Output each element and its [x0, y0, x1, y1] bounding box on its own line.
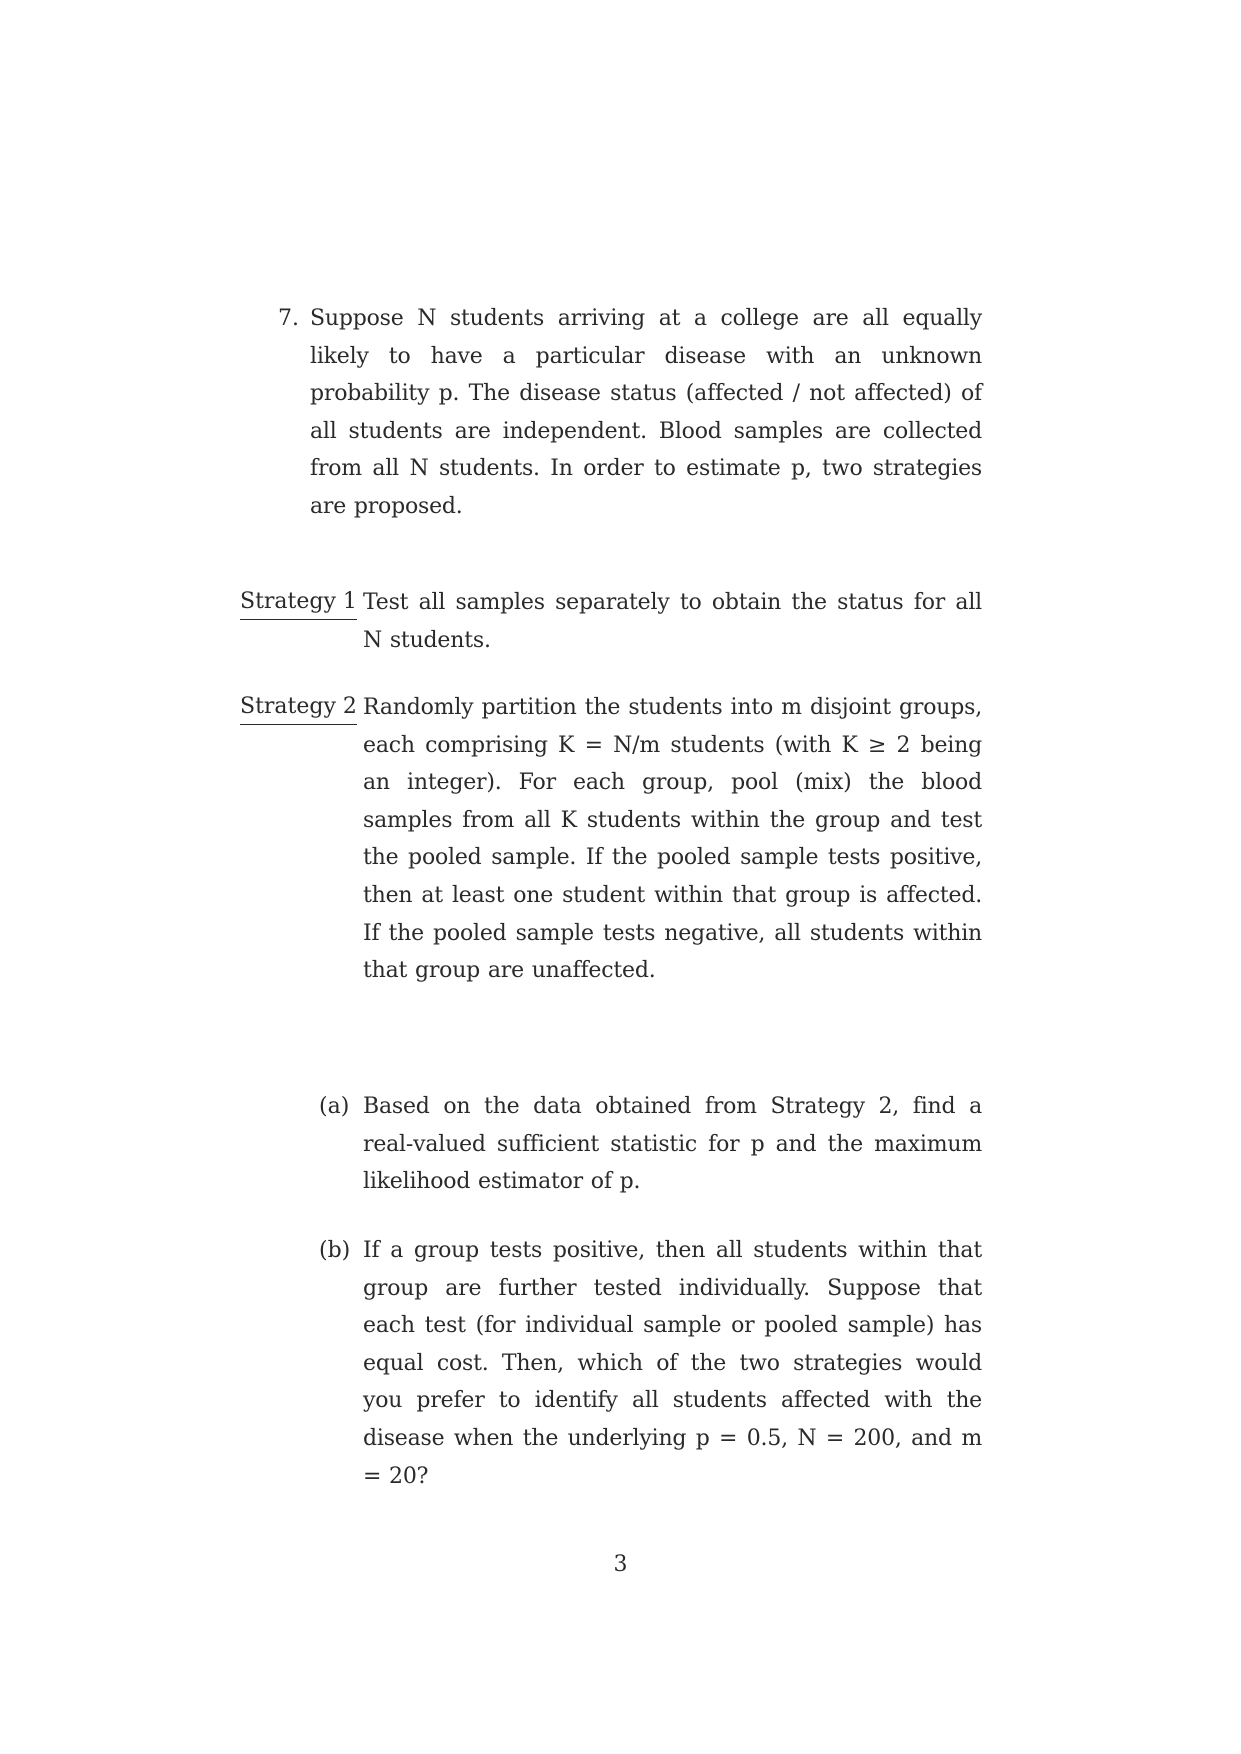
page-number: 3: [613, 1552, 628, 1577]
strategy-1-label: Strategy 1: [240, 587, 357, 620]
part-b-text: If a group tests positive, then all students within that group are further tested individually. Suppose that each test (for individual sample or pooled sample) has equal cost. Then, which of the two strategies would you prefer to identify all students affected with the disease when the underlying p = 0.5, N = 200, and m = 20?: [363, 1238, 982, 1489]
question-number: 7.: [278, 306, 299, 331]
part-b-label: (b): [319, 1238, 351, 1263]
part-a-label: (a): [319, 1094, 350, 1119]
strategy-2-text: Randomly partition the students into m disjoint groups, each comprising K = N/m students (with K ≥ 2 being an integer). For each group, pool (mix) the blood samples from all K students within the group and test the pooled sample. If the pooled sample tests positive, then at least one student within that group is affected. If the pooled sample tests negative, all students within that group are unaffected.: [363, 695, 982, 984]
strategy-1-text: Test all samples separately to obtain the status for all N students.: [363, 590, 982, 653]
strategy-2-label: Strategy 2: [240, 692, 357, 725]
part-a-text: Based on the data obtained from Strategy 2, find a real-valued sufficient statistic for p and the maximum likelihood estimator of p.: [363, 1094, 982, 1195]
question-text: Suppose N students arriving at a college are all equally likely to have a particular disease with an unknown probability p. The disease status (affected / not affected) of all students are independent. Blood samples are collected from all N students. In order to estimate p, two strategies are proposed.: [310, 306, 982, 519]
